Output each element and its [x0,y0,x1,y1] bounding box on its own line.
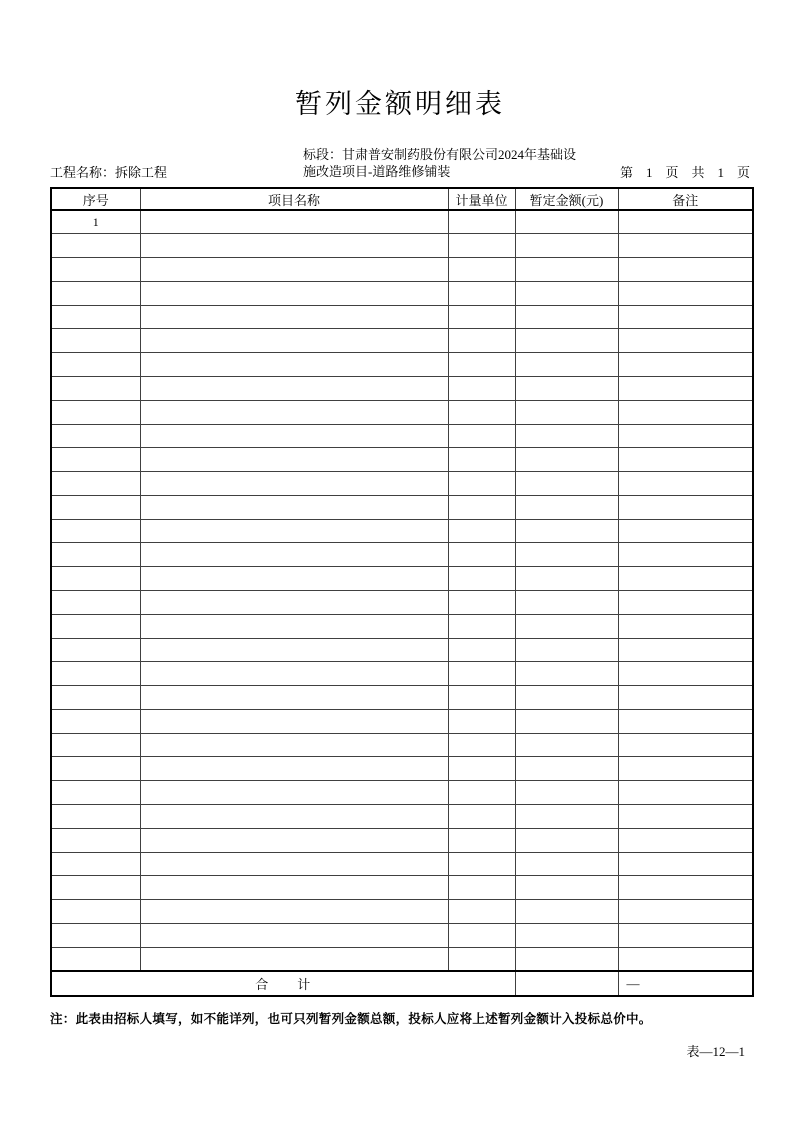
form-meta [50,146,752,184]
table-cell [51,258,140,282]
table-cell [515,923,618,947]
table-cell [51,923,140,947]
table-cell [515,662,618,686]
table-cell [448,281,515,305]
table-cell [515,210,618,234]
table-cell [515,828,618,852]
table-row [51,686,753,710]
table-cell [140,852,448,876]
table-cell [515,614,618,638]
table-cell [51,876,140,900]
table-cell [51,353,140,377]
table-cell [448,448,515,472]
table-cell [448,614,515,638]
project-name-label: 工程名称：拆除工程 [50,165,168,180]
table-row [51,947,753,971]
table-cell [140,495,448,519]
table-cell [140,900,448,924]
table-cell [448,234,515,258]
table-row [51,876,753,900]
table-cell [448,781,515,805]
table-cell [51,781,140,805]
table-cell [51,543,140,567]
table-cell [140,210,448,234]
table-cell [515,947,618,971]
table-cell [51,947,140,971]
table-cell [515,709,618,733]
table-cell [515,900,618,924]
table-cell [448,472,515,496]
table-cell [448,353,515,377]
footnote: 注：此表由招标人填写，如不能详列，也可只列暂列金额总额，投标人应将上述暂列金额计入投标总价中。 [50,1012,652,1026]
table-row [51,305,753,329]
table-cell [618,353,753,377]
table-cell [448,662,515,686]
table-cell [51,757,140,781]
table-cell [51,519,140,543]
table-cell [140,400,448,424]
table-cell [515,591,618,615]
table-cell [515,567,618,591]
table-cell [140,234,448,258]
col-header-unit: 计量单位 [448,188,515,210]
table-cell [618,828,753,852]
table-cell [515,376,618,400]
table-cell [140,519,448,543]
table-cell [448,258,515,282]
table-cell [51,686,140,710]
table-cell [140,305,448,329]
table-cell [140,709,448,733]
table-cell [51,638,140,662]
table-cell [51,424,140,448]
table-cell [618,614,753,638]
page-title: 暂列金额明细表 [295,89,505,119]
table-cell [448,329,515,353]
table-body [51,210,753,971]
table-cell [140,591,448,615]
table-cell [515,757,618,781]
table-cell [515,472,618,496]
table-cell [515,781,618,805]
table-cell [51,733,140,757]
table-cell [51,305,140,329]
table-cell [515,424,618,448]
total-amount-cell [515,971,618,996]
table-cell [448,376,515,400]
table-cell [515,258,618,282]
table-cell [515,448,618,472]
table-cell [515,543,618,567]
table-cell [140,353,448,377]
table-cell [515,733,618,757]
form-code: 表—12—1 [686,1044,745,1059]
table-row [51,495,753,519]
table-cell [448,543,515,567]
table-row [51,329,753,353]
table-cell [140,686,448,710]
table-cell [618,424,753,448]
table-cell [51,591,140,615]
table-cell [448,947,515,971]
total-row [51,971,753,996]
table-cell [618,400,753,424]
table-cell [51,495,140,519]
table-cell [448,805,515,829]
table-row [51,376,753,400]
table-row [51,353,753,377]
table-cell [448,305,515,329]
table-cell [618,638,753,662]
table-cell [618,472,753,496]
table-cell [618,733,753,757]
table-cell [618,852,753,876]
table-cell [51,709,140,733]
table-cell [618,591,753,615]
table-cell [140,662,448,686]
table-cell [140,281,448,305]
table-cell [140,543,448,567]
table-row [51,424,753,448]
table-cell [51,234,140,258]
table-cell [618,329,753,353]
table-row [51,662,753,686]
table-row [51,591,753,615]
table-cell [51,567,140,591]
table-cell [140,923,448,947]
table-cell [618,662,753,686]
table-cell [448,876,515,900]
table-cell [515,305,618,329]
table-cell [448,400,515,424]
table-cell [618,519,753,543]
table-cell [51,900,140,924]
table-cell [618,376,753,400]
table-cell [448,638,515,662]
table-cell [140,781,448,805]
table-row [51,638,753,662]
table-cell [618,567,753,591]
table-cell [51,662,140,686]
table-cell [618,757,753,781]
table-cell [515,519,618,543]
table-cell [140,947,448,971]
table-cell [140,567,448,591]
col-header-amount: 暂定金额(元) [515,188,618,210]
table-cell [140,329,448,353]
total-label: 合 计 [51,971,515,996]
provisional-sum-table [50,187,754,997]
table-row [51,400,753,424]
table-cell [448,567,515,591]
table-cell [618,543,753,567]
table-cell [140,424,448,448]
table-cell [618,805,753,829]
table-cell [448,709,515,733]
table-cell [515,805,618,829]
total-remark-cell: — [618,971,753,996]
table-cell [51,852,140,876]
table-cell [140,876,448,900]
table-cell [515,353,618,377]
table-cell [515,686,618,710]
table-cell [140,757,448,781]
table-cell [140,614,448,638]
table-cell [448,923,515,947]
table-cell [51,828,140,852]
table-row [51,543,753,567]
table-row [51,258,753,282]
table-row [51,757,753,781]
table-row [51,923,753,947]
table-cell [515,852,618,876]
table-cell [140,733,448,757]
table-row [51,781,753,805]
table-cell [140,472,448,496]
table-cell [51,805,140,829]
bid-section-line2: 施改造项目-道路维修铺装 [303,164,451,179]
table-cell [515,400,618,424]
table-cell [51,329,140,353]
col-header-item-name: 项目名称 [140,188,448,210]
bid-section-label [303,146,608,180]
table-header-row [51,188,753,210]
table-cell [448,852,515,876]
table-cell [140,805,448,829]
table-row [51,234,753,258]
table-cell [140,828,448,852]
table-row [51,519,753,543]
table-cell [448,733,515,757]
table-cell [51,472,140,496]
table-cell [618,234,753,258]
table-cell [618,686,753,710]
table-cell [448,210,515,234]
table-cell [618,709,753,733]
table-cell [515,638,618,662]
table-cell [140,376,448,400]
table-cell [515,234,618,258]
table-cell [448,757,515,781]
table-cell [448,828,515,852]
table-cell [618,305,753,329]
table-row [51,567,753,591]
table-cell [515,281,618,305]
table-cell [618,900,753,924]
table-cell [618,281,753,305]
table-cell: 1 [51,210,140,234]
table-cell [448,519,515,543]
table-cell [140,448,448,472]
table-cell [448,495,515,519]
table-row [51,210,753,234]
col-header-remark: 备注 [618,188,753,210]
table-row [51,709,753,733]
table-row [51,614,753,638]
table-cell [618,947,753,971]
table-row [51,281,753,305]
table-cell [51,376,140,400]
table-row [51,852,753,876]
table-row [51,733,753,757]
table-cell [515,495,618,519]
table-cell [618,258,753,282]
table-cell [140,638,448,662]
table-cell [618,210,753,234]
table-cell [515,329,618,353]
table-row [51,448,753,472]
table-cell [51,400,140,424]
table-cell [618,495,753,519]
table-cell [618,876,753,900]
bid-section-line1: 标段：甘肃普安制药股份有限公司2024年基础设 [303,147,577,162]
table-row [51,805,753,829]
page-number-label: 第 1 页 共 1 页 [619,165,750,180]
table-cell [140,258,448,282]
table-row [51,828,753,852]
table-cell [448,686,515,710]
table-cell [618,781,753,805]
table-cell [51,448,140,472]
table-cell [515,876,618,900]
col-header-seq: 序号 [51,188,140,210]
table-cell [618,448,753,472]
table-cell [51,614,140,638]
table-row [51,472,753,496]
table-cell [448,424,515,448]
table-row [51,900,753,924]
table-cell [448,591,515,615]
table-cell [618,923,753,947]
table-cell [51,281,140,305]
table-cell [448,900,515,924]
